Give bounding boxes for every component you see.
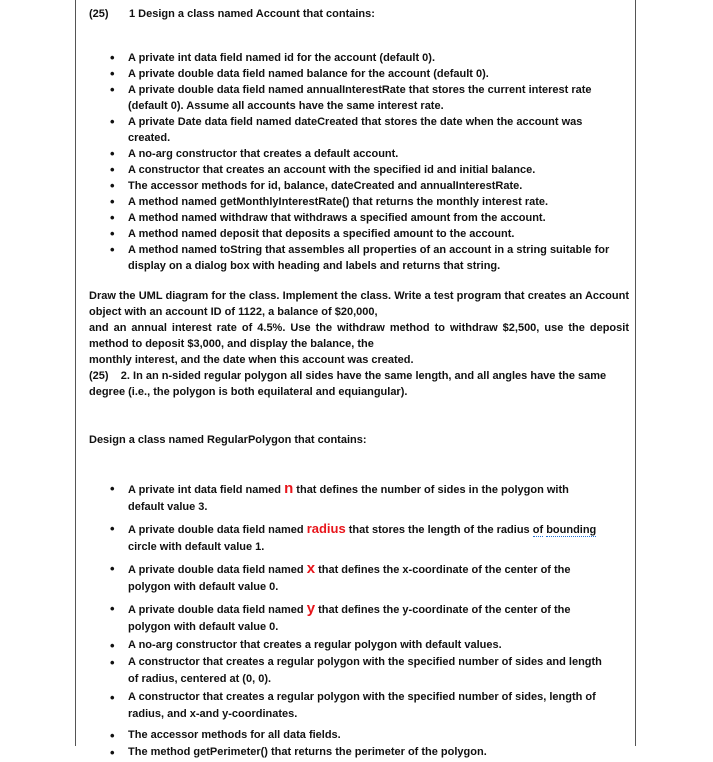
- question-1-points: (25): [89, 8, 109, 20]
- list-item: • A private double data field named x that defines the x-coordinate of the center of the polygon with default value 0.: [110, 560, 605, 596]
- left-margin-rule: [75, 0, 76, 746]
- question-2-heading: Design a class named RegularPolygon that contains:: [89, 434, 367, 446]
- polygon-members-list: [110, 480, 605, 762]
- list-item: • The accessor methods for all data fields.: [110, 727, 605, 744]
- list-item: • A method named toString that assembles all properties of an account in a string suitable for display on a dialog box with heading and labels and returns that string.: [110, 242, 615, 274]
- account-fields-list: [110, 50, 615, 146]
- list-item: • A private double data field named radius that stores the length of the radius of bounding circle with default value 1.: [110, 520, 605, 556]
- list-item: • A method named deposit that deposits a specified amount to the account.: [110, 226, 615, 242]
- task-text: monthly interest, and the date when this account was created.: [89, 354, 414, 366]
- list-item: • A private double data field named balance for the account (default 0).: [110, 66, 615, 82]
- list-item: • The accessor methods for id, balance, dateCreated and annualInterestRate.: [110, 178, 615, 194]
- question-1-title: 1 Design a class named Account that contains:: [129, 8, 375, 20]
- list-item: • A method named getMonthlyInterestRate() that returns the monthly interest rate.: [110, 194, 615, 210]
- question-1-heading: [89, 8, 375, 20]
- list-item: • A private int data field named id for the account (default 0).: [110, 50, 615, 66]
- spellcheck-word: bounding: [546, 524, 597, 536]
- account-methods-list: [110, 146, 615, 274]
- task-text: Draw the UML diagram for the class. Implement the class. Write a test program that creates an Account object with an account ID of 1122, a balance of $20,000,: [89, 290, 629, 318]
- list-item: • A private int data field named n that defines the number of sides in the polygon with default value 3.: [110, 480, 605, 516]
- field-name-y: y: [306, 600, 316, 617]
- list-item: • A private Date data field named dateCreated that stores the date when the account was created.: [110, 114, 615, 146]
- list-item: • The method getPerimeter() that returns the perimeter of the polygon.: [110, 744, 605, 761]
- question-2-intro: (25) 2. In an n-sided regular polygon all sides have the same length, and all angles have the same degree (i.e., the polygon is both equilateral and equiangular).: [89, 370, 607, 398]
- list-item: • A method named withdraw that withdraws a specified amount from the account.: [110, 210, 615, 226]
- question-2-points: (25): [89, 370, 109, 382]
- spellcheck-word: of: [532, 524, 544, 536]
- list-item: • A private double data field named annualInterestRate that stores the current interest rate (default 0). Assume all accounts have the same interest rate.: [110, 82, 615, 114]
- list-item: • A no-arg constructor that creates a regular polygon with default values.: [110, 637, 605, 654]
- account-task-paragraph: [89, 288, 629, 400]
- list-item: • A constructor that creates a regular polygon with the specified number of sides and length of radius, centered at (0, 0).: [110, 654, 605, 688]
- task-text: and an annual interest rate of 4.5%. Use the withdraw method to withdraw $2,500, use the deposit method to deposit $3,000, and display the balance, the: [89, 322, 629, 350]
- list-item: • A private double data field named y that defines the y-coordinate of the center of the polygon with default value 0.: [110, 600, 605, 636]
- right-margin-rule: [635, 0, 636, 746]
- list-item: • A constructor that creates a regular polygon with the specified number of sides, length of radius, and x-and y-coordinates.: [110, 689, 605, 723]
- list-item: • A no-arg constructor that creates a default account.: [110, 146, 615, 162]
- field-name-x: x: [306, 560, 316, 577]
- field-name-n: n: [284, 480, 294, 497]
- field-name-radius: radius: [306, 521, 346, 536]
- list-item: • A constructor that creates an account with the specified id and initial balance.: [110, 162, 615, 178]
